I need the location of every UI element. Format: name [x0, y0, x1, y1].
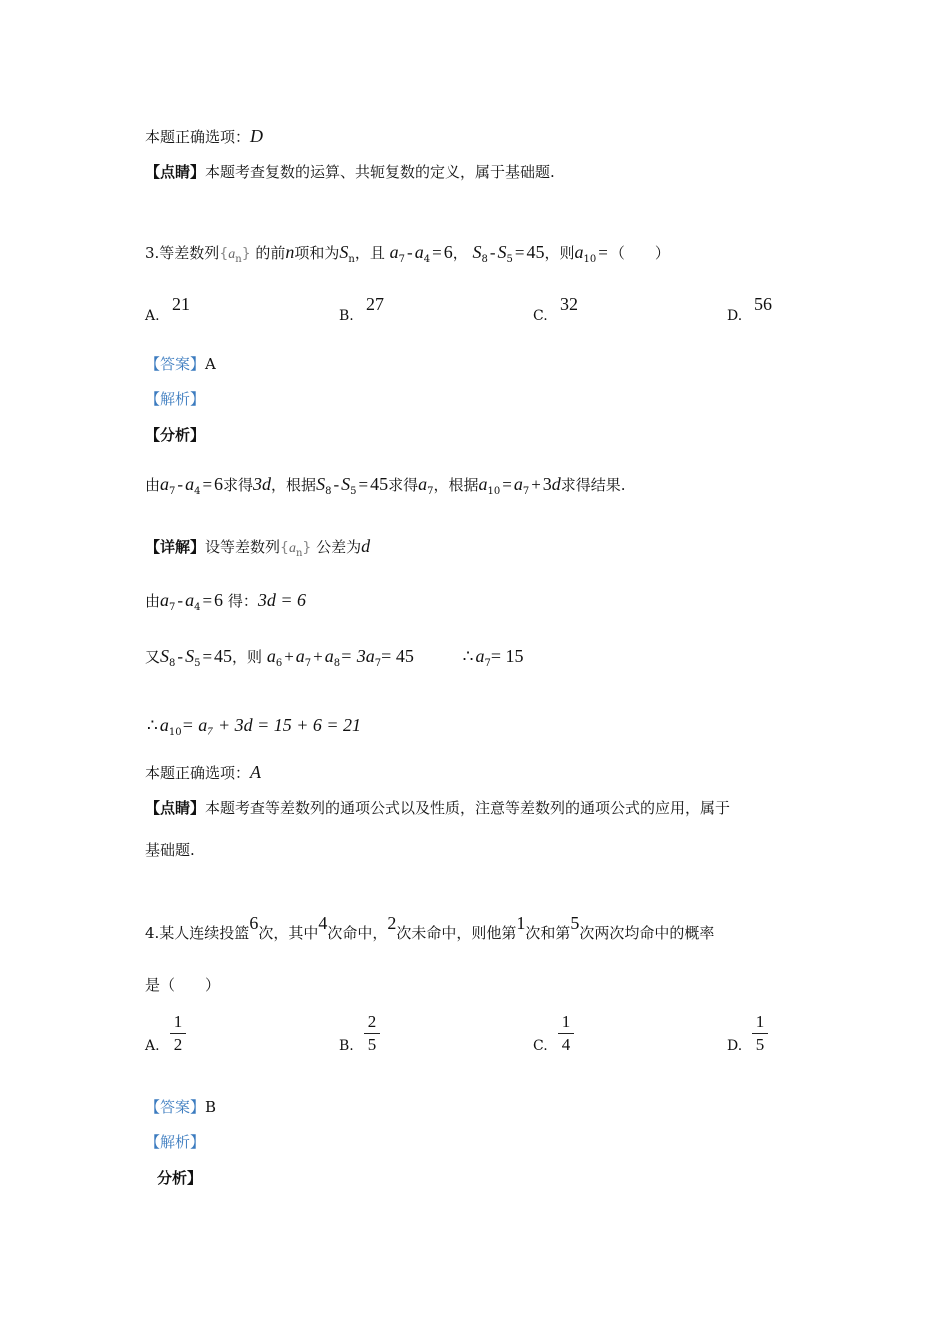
- q3-option-a-letter: A.: [145, 308, 160, 324]
- q3-option-c-value: 32: [560, 294, 578, 314]
- step2-mid: ，则: [232, 648, 263, 666]
- q3-paren: （ ）: [609, 244, 670, 262]
- step1-mid: 得：: [227, 592, 258, 610]
- q3-answer-label: 本题正确选项：: [145, 764, 251, 782]
- q3-stem-mid1: 的前: [255, 244, 286, 262]
- q4-fenxi-tag: 分析】: [157, 1169, 203, 1187]
- q3-fenxi-tag: 【分析】: [145, 426, 206, 444]
- q4-option-c-letter: C.: [533, 1038, 548, 1054]
- detail-tail: 公差为: [316, 538, 362, 556]
- q4-p1: 4.某人连续投篮: [145, 924, 250, 942]
- q4-stem-line2: 是（ ）: [145, 976, 221, 994]
- cond1-sub4: 4: [423, 254, 431, 265]
- q3-stem-prefix: 3.等差数列: [145, 244, 220, 262]
- cond2-s8: S: [472, 242, 482, 262]
- numerator: 1: [173, 1012, 183, 1031]
- sum-sub: n: [348, 254, 355, 265]
- fenxi-p3: ，根据: [271, 476, 317, 494]
- q3-stem-mid2: 项和为: [294, 244, 340, 262]
- q3-comment-line2: 基础题.: [145, 841, 195, 859]
- fenxi-p2: 求得: [223, 476, 254, 494]
- step2-val: = 45: [381, 646, 414, 666]
- answer-tag: 【答案】: [145, 355, 206, 373]
- cond1-sub7: 7: [398, 254, 406, 265]
- q3-option-c-letter: C.: [533, 308, 548, 324]
- q3-stem: 3.等差数列$\{a_n\}$ 的前n项和为$S_n$，且 $a_7 - a_4 = 6$， $S_8 - S_5 = 45$，则$a_{10}$ = （ ）: [145, 242, 670, 265]
- q3-comment-text1: 本题考查等差数列的通项公式以及性质，注意等差数列的通项公式的应用，属于: [205, 799, 731, 817]
- numerator: 1: [561, 1012, 571, 1031]
- q4-n1: 1: [516, 913, 526, 933]
- numerator: 1: [755, 1012, 765, 1031]
- q3-detail-line: 【详解】设等差数列$\{a_n\}$ 公差为d: [145, 536, 371, 559]
- q4-answer-tag-text: 【答案】: [145, 1098, 206, 1116]
- target-a: a: [574, 242, 584, 262]
- q4-p4: 次未命中，则他第: [396, 924, 517, 942]
- q3-answer-tag: [145, 354, 216, 374]
- q3-answer-value: A: [250, 762, 262, 782]
- q3-step2: 又$S_8 - S_5 = 45$，则 $a_6 + a_7 + a_8= 3a_7= 45$ ∴ $a_7= 15$: [145, 646, 524, 669]
- q4-answer-tag: [145, 1097, 216, 1117]
- q4-p5: 次和第: [525, 924, 571, 942]
- fenxi-p1: 由: [145, 476, 161, 494]
- fenxi-p4: 求得: [388, 476, 419, 494]
- cond2-sub5: 5: [506, 254, 513, 265]
- q4-p3: 次命中，: [327, 924, 388, 942]
- q3-stem-mid3: ，且: [354, 244, 385, 262]
- seq-var: a: [228, 247, 236, 262]
- cond2-val: 45: [526, 242, 545, 262]
- fenxi-p6: 求得结果.: [560, 476, 626, 494]
- q4-option-d-fraction: [752, 1012, 768, 1055]
- comment-text: 本题考查复数的运算、共轭复数的定义，属于基础题.: [205, 163, 555, 181]
- denominator: 5: [367, 1035, 377, 1054]
- cond2-s5: S: [497, 242, 507, 262]
- q3-option-d-value: 56: [754, 294, 772, 314]
- sum-var: S: [339, 242, 349, 262]
- prev-answer-line: [145, 126, 263, 147]
- therefore-symbol: ∴: [462, 647, 474, 666]
- q4-option-d-letter: D.: [727, 1038, 743, 1054]
- d-var: d: [361, 536, 371, 556]
- fenxi-3d: 3d: [253, 474, 272, 494]
- q3-option-d-letter: D.: [727, 308, 743, 324]
- target-sub: 10: [583, 254, 597, 265]
- cond1-a4: a: [414, 242, 424, 262]
- seq-sub: n: [235, 254, 242, 265]
- target-eq: =: [598, 243, 608, 262]
- answer-label: 本题正确选项：: [145, 128, 251, 146]
- q4-n2: 2: [387, 913, 397, 933]
- q3-option-b-letter: B.: [339, 308, 354, 324]
- q3-option-a-value: 21: [172, 294, 190, 314]
- step2-res: = 15: [490, 646, 524, 666]
- q4-answer-letter: B: [205, 1098, 217, 1116]
- right-brace: }: [241, 246, 251, 262]
- denominator: 5: [755, 1035, 765, 1054]
- answer-value: D: [250, 126, 264, 146]
- q4-p6: 次两次均命中的概率: [579, 924, 715, 942]
- left-brace: {: [219, 246, 229, 262]
- q4-n4: 4: [318, 913, 328, 933]
- q4-option-a-letter: A.: [145, 1038, 160, 1054]
- detail-tag: 【详解】: [145, 538, 206, 556]
- q3-comment-line1: [145, 798, 730, 818]
- q3-fenxi-line: 由$a_7 - a_4 = 6$求得3d，根据$S_8 - S_5 = 45$求得$a_7$，根据$a_{10} = a_7 + 3d$求得结果.: [145, 474, 626, 497]
- cond1-a: a: [389, 242, 399, 262]
- step2-pre: 又: [145, 648, 161, 666]
- denominator: 4: [561, 1035, 571, 1054]
- fenxi-p5: ，根据: [433, 476, 479, 494]
- q3-step3: ∴ $a_{10}= a_7 + 3d = 15 + 6 = 21$: [147, 715, 362, 738]
- q4-option-b-fraction: [364, 1012, 380, 1055]
- comment-label: 【点睛】: [145, 163, 206, 181]
- q4-analysis-tag: 【解析】: [145, 1133, 206, 1151]
- step3: = a₇ + 3d = 15 + 6 = 21: [181, 715, 362, 735]
- q3-step1: 由$a_7 - a_4 = 6$ 得：3d = 6: [145, 590, 306, 613]
- q4-option-a-fraction: [170, 1012, 186, 1055]
- q3-comment-label: 【点睛】: [145, 799, 206, 817]
- q3-option-b-value: 27: [366, 294, 384, 314]
- step1-pre: 由: [145, 592, 161, 610]
- n-var: n: [285, 242, 295, 262]
- q4-n5: 5: [570, 913, 580, 933]
- cond1-val: 6: [443, 242, 453, 262]
- q3-stem-mid4: ，则: [544, 244, 575, 262]
- q4-option-c-fraction: [558, 1012, 574, 1055]
- q3-answer-line: [145, 762, 261, 783]
- q4-option-b-letter: B.: [339, 1038, 354, 1054]
- q3-analysis-tag: 【解析】: [145, 390, 206, 408]
- q4-p2: 次，其中: [258, 924, 319, 942]
- step1-res: 3d = 6: [257, 590, 306, 610]
- q4-stem: [145, 913, 715, 943]
- step2-eq: = 3a: [340, 646, 375, 666]
- cond2-sub8: 8: [481, 254, 488, 265]
- denominator: 2: [173, 1035, 183, 1054]
- answer-letter: A: [205, 355, 216, 373]
- detail-text: 设等差数列: [205, 538, 281, 556]
- sep: ，: [452, 244, 468, 262]
- numerator: 2: [367, 1012, 377, 1031]
- q4-n6: 6: [249, 913, 259, 933]
- prev-comment-line: [145, 162, 555, 182]
